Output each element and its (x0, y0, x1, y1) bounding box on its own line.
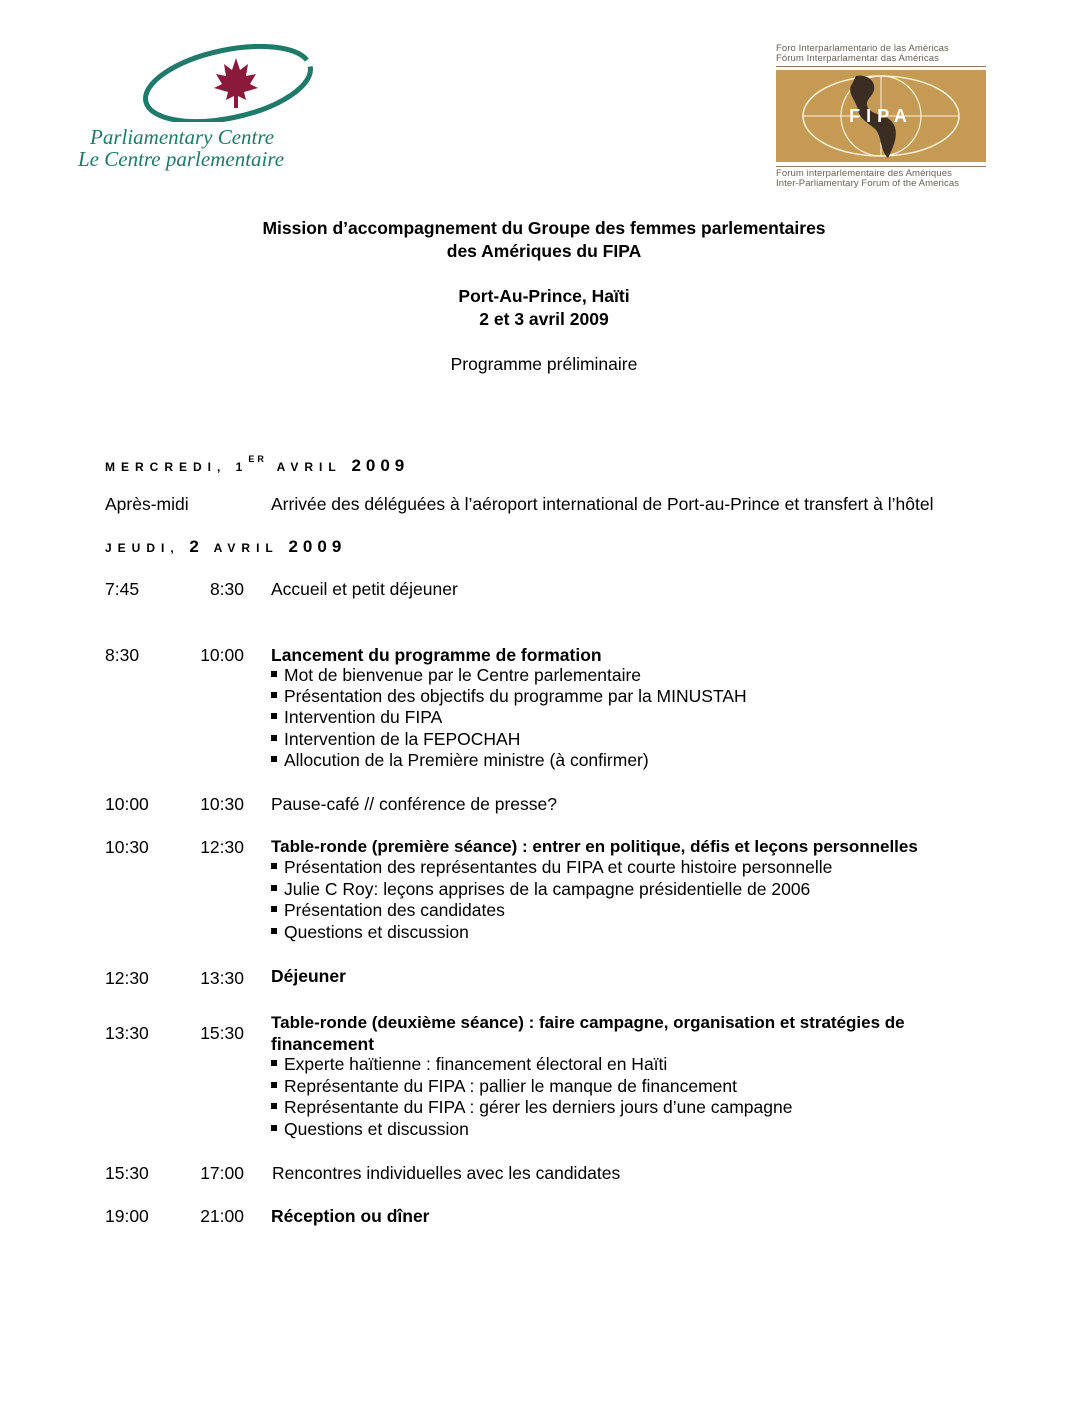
session-title-line2: financement (271, 1034, 375, 1054)
session-title: Déjeuner (271, 966, 346, 986)
bullet-square-icon (271, 863, 277, 869)
fipa-bottom-rule (776, 166, 986, 167)
fipa-emblem-text: FIPA (849, 106, 913, 126)
session-end: 10:30 (200, 794, 244, 814)
bullet-square-icon (271, 713, 277, 719)
list-item: Présentation des représentantes du FIPA et courte histoire personnelle (271, 857, 832, 879)
bullet-square-icon (271, 735, 277, 741)
day1-weekday: MERCREDI, 1 (105, 460, 249, 474)
session-end: 10:00 (200, 645, 244, 665)
bullet-square-icon (271, 1125, 277, 1131)
list-item: Experte haïtienne : financement électoral en Haïti (271, 1054, 667, 1076)
bullet-square-icon (271, 1082, 277, 1088)
list-item: Intervention de la FEPOCHAH (271, 729, 520, 751)
day-heading-wednesday (105, 448, 409, 478)
fipa-text-french: Forum interparlementaire des Amériques (776, 168, 952, 179)
list-item: Allocution de la Première ministre (à confirmer) (271, 750, 649, 772)
day1-text: Arrivée des déléguées à l’aéroport international de Port-au-Prince et transfert à l’hôtel (271, 494, 934, 514)
session-title: Lancement du programme de formation (271, 645, 602, 665)
list-item: Questions et discussion (271, 1119, 469, 1141)
day1-time: Après-midi (105, 494, 189, 514)
session-title: Table-ronde (première séance) : entrer en politique, défis et leçons personnelles (271, 837, 918, 856)
document-title-line1: Mission d’accompagnement du Groupe des femmes parlementaires (262, 218, 826, 238)
session-start: 13:30 (105, 1023, 149, 1043)
fipa-text-portuguese: Fórum Interparlamentar das Américas (776, 53, 939, 64)
parliamentary-centre-logo (72, 44, 312, 174)
session-start: 12:30 (105, 968, 149, 988)
day2-weekday: JEUDI, (105, 541, 180, 555)
day-heading-thursday (105, 536, 346, 559)
session-end: 13:30 (200, 968, 244, 988)
session-title: Réception ou dîner (271, 1206, 430, 1226)
list-item: Représentante du FIPA : gérer les derniers jours d’une campagne (271, 1097, 792, 1119)
session-end: 8:30 (209, 579, 244, 599)
day1-sup: ER (248, 454, 267, 464)
bullet-square-icon (271, 1103, 277, 1109)
fipa-logo (776, 44, 988, 189)
session-start: 19:00 (105, 1206, 149, 1226)
session-title: Rencontres individuelles avec les candidates (272, 1163, 621, 1183)
day2-year: 2009 (288, 537, 347, 556)
bullet-square-icon (271, 906, 277, 912)
list-item: Mot de bienvenue par le Centre parlementaire (271, 665, 641, 687)
document-title-line2: des Amériques du FIPA (446, 241, 642, 261)
bullet-square-icon (271, 885, 277, 891)
list-item: Intervention du FIPA (271, 707, 442, 729)
bullet-square-icon (271, 756, 277, 762)
session-end: 17:00 (200, 1163, 244, 1183)
logo-text-english: Parliamentary Centre (90, 125, 275, 149)
bullet-square-icon (271, 692, 277, 698)
session-start: 8:30 (105, 645, 140, 665)
maple-leaf-swoosh-icon (140, 44, 318, 122)
session-start: 10:30 (105, 837, 149, 857)
day2-day: 2 (189, 537, 204, 556)
list-item: Représentante du FIPA : pallier le manque de financement (271, 1076, 737, 1098)
day1-year: 2009 (351, 456, 410, 475)
day2-month: AVRIL (213, 541, 279, 555)
session-end: 21:00 (200, 1206, 244, 1226)
session-start: 7:45 (105, 579, 140, 599)
document-dates: 2 et 3 avril 2009 (479, 309, 609, 329)
session-end: 15:30 (200, 1023, 244, 1043)
globe-americas-icon (776, 70, 986, 162)
fipa-text-spanish: Foro Interparlamentario de las Américas (776, 43, 949, 54)
session-title: Pause-café // conférence de presse? (271, 794, 558, 814)
logo-text-french: Le Centre parlementaire (78, 147, 285, 171)
document-place: Port-Au-Prince, Haïti (458, 286, 630, 306)
list-item: Julie C Roy: leçons apprises de la campagne présidentielle de 2006 (271, 879, 810, 901)
list-item: Présentation des candidates (271, 900, 505, 922)
bullet-square-icon (271, 1060, 277, 1066)
session-start: 10:00 (105, 794, 149, 814)
list-item: Questions et discussion (271, 922, 469, 944)
bullet-square-icon (271, 671, 277, 677)
session-start: 15:30 (105, 1163, 149, 1183)
bullet-square-icon (271, 928, 277, 934)
fipa-top-rule (776, 66, 986, 67)
session-end: 12:30 (200, 837, 244, 857)
session-title: Accueil et petit déjeuner (271, 579, 458, 599)
list-item: Présentation des objectifs du programme par la MINUSTAH (271, 686, 747, 708)
session-title-line1: Table-ronde (deuxième séance) : faire campagne, organisation et stratégies de (271, 1013, 905, 1032)
day1-month: AVRIL (276, 460, 342, 474)
document-subtitle: Programme préliminaire (450, 354, 638, 374)
fipa-text-english: Inter-Parliamentary Forum of the Americas (776, 178, 960, 189)
